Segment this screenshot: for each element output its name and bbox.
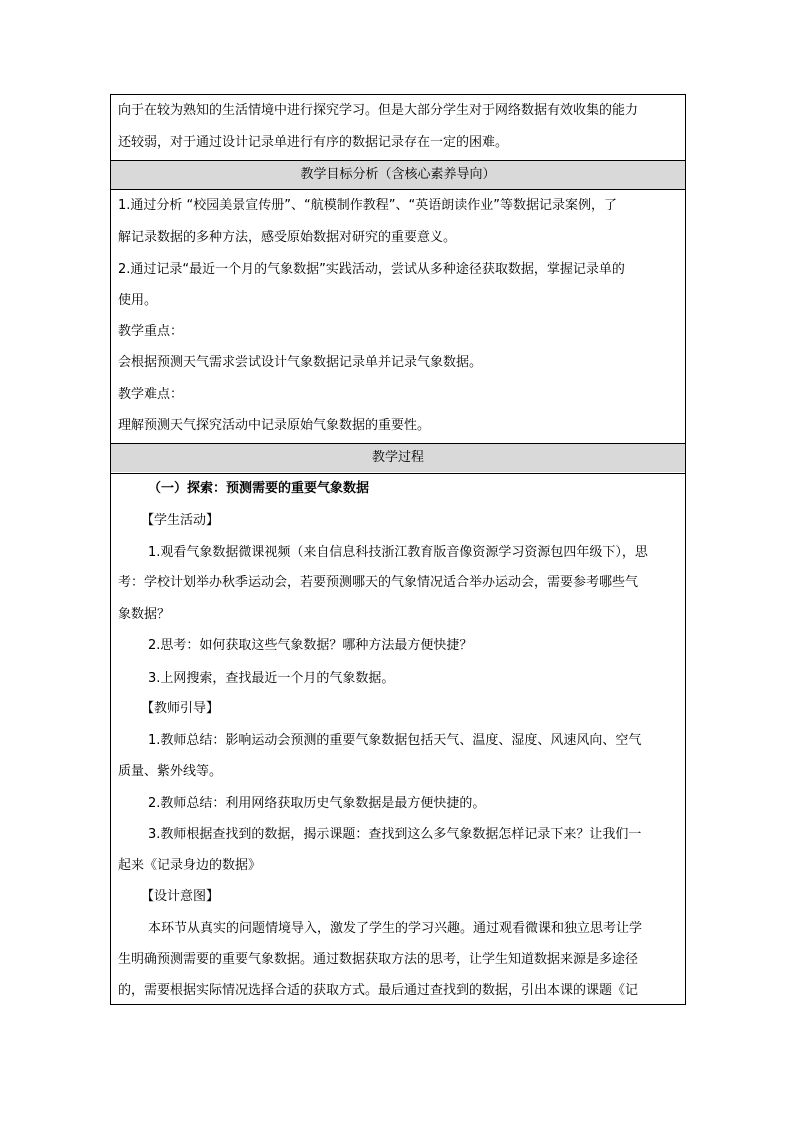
design-intent-line-1: 本环节从真实的问题情境导入，激发了学生的学习兴趣。通过观看微课和独立思考让学 <box>148 921 643 936</box>
student-activity-label: 【学生活动】 <box>141 513 220 528</box>
design-intent-line-3: 的，需要根据实际情况选择合适的获取方式。最后通过查找到的数据，引出本课的课题《记 <box>118 983 639 998</box>
difficulty-label: 教学难点： <box>118 387 184 402</box>
objectives-header: 教学目标分析（含核心素养导向） <box>111 161 685 189</box>
lesson-plan-table <box>110 94 686 1005</box>
objective-1-line-2: 解记录数据的多种方法，感受原始数据对研究的重要意义。 <box>118 230 457 245</box>
row-divider <box>111 473 685 474</box>
key-point-text: 会根据预测天气需求尝试设计气象数据记录单并记录气象数据。 <box>118 355 483 370</box>
process-header: 教学过程 <box>111 444 685 472</box>
teacher-step-3-line-1: 3.教师根据查找到的数据，揭示课题：查找到这么多气象数据怎样记录下来？让我们一 <box>148 827 642 842</box>
difficulty-text: 理解预测天气探究活动中记录原始气象数据的重要性。 <box>118 418 431 433</box>
objective-2-line-1: 2.通过记录“最近一个月的气象数据”实践活动，尝试从多种途径获取数据，掌握记录单的 <box>118 262 625 277</box>
student-step-2: 2.思考：如何获取这些气象数据？哪种方法最方便快捷？ <box>148 638 473 653</box>
teacher-guide-label: 【教师引导】 <box>141 701 220 716</box>
student-step-1-line-3: 象数据？ <box>118 607 171 622</box>
teacher-step-1-line-1: 1.教师总结：影响运动会预测的重要气象数据包括天气、温度、湿度、风速风向、空气 <box>148 733 642 748</box>
student-step-1-line-2: 考：学校计划举办秋季运动会，若要预测哪天的气象情况适合举办运动会，需要参考哪些气 <box>118 575 639 590</box>
teacher-step-3-line-2: 起来《记录身边的数据》 <box>118 858 262 873</box>
intro-line-2: 还较弱，对于通过设计记录单进行有序的数据记录存在一定的困难。 <box>118 135 509 150</box>
intro-line-1: 向于在较为熟知的生活情境中进行探究学习。但是大部分学生对于网络数据有效收集的能力 <box>118 103 639 118</box>
objective-1-line-1: 1.通过分析 “校园美景宣传册”、“航模制作教程”、“英语朗读作业”等数据记录案例，了 <box>118 198 617 213</box>
design-intent-line-2: 生明确预测需要的重要气象数据。通过数据获取方法的思考，让学生知道数据来源是多途径 <box>118 952 639 967</box>
student-step-1-line-1: 1.观看气象数据微课视频（来自信息科技浙江教育版音像资源学习资源包四年级下），思 <box>148 545 648 560</box>
teacher-step-2: 2.教师总结：利用网络获取历史气象数据是最方便快捷的。 <box>148 796 486 811</box>
part-1-title: （一）探索：预测需要的重要气象数据 <box>148 481 370 496</box>
row-divider <box>111 189 685 190</box>
design-intent-label: 【设计意图】 <box>141 889 220 904</box>
teacher-step-1-line-2: 质量、紫外线等。 <box>118 764 223 779</box>
objective-2-line-2: 使用。 <box>118 293 158 308</box>
key-point-label: 教学重点： <box>118 324 184 339</box>
student-step-3: 3.上网搜索，查找最近一个月的气象数据。 <box>148 671 395 686</box>
